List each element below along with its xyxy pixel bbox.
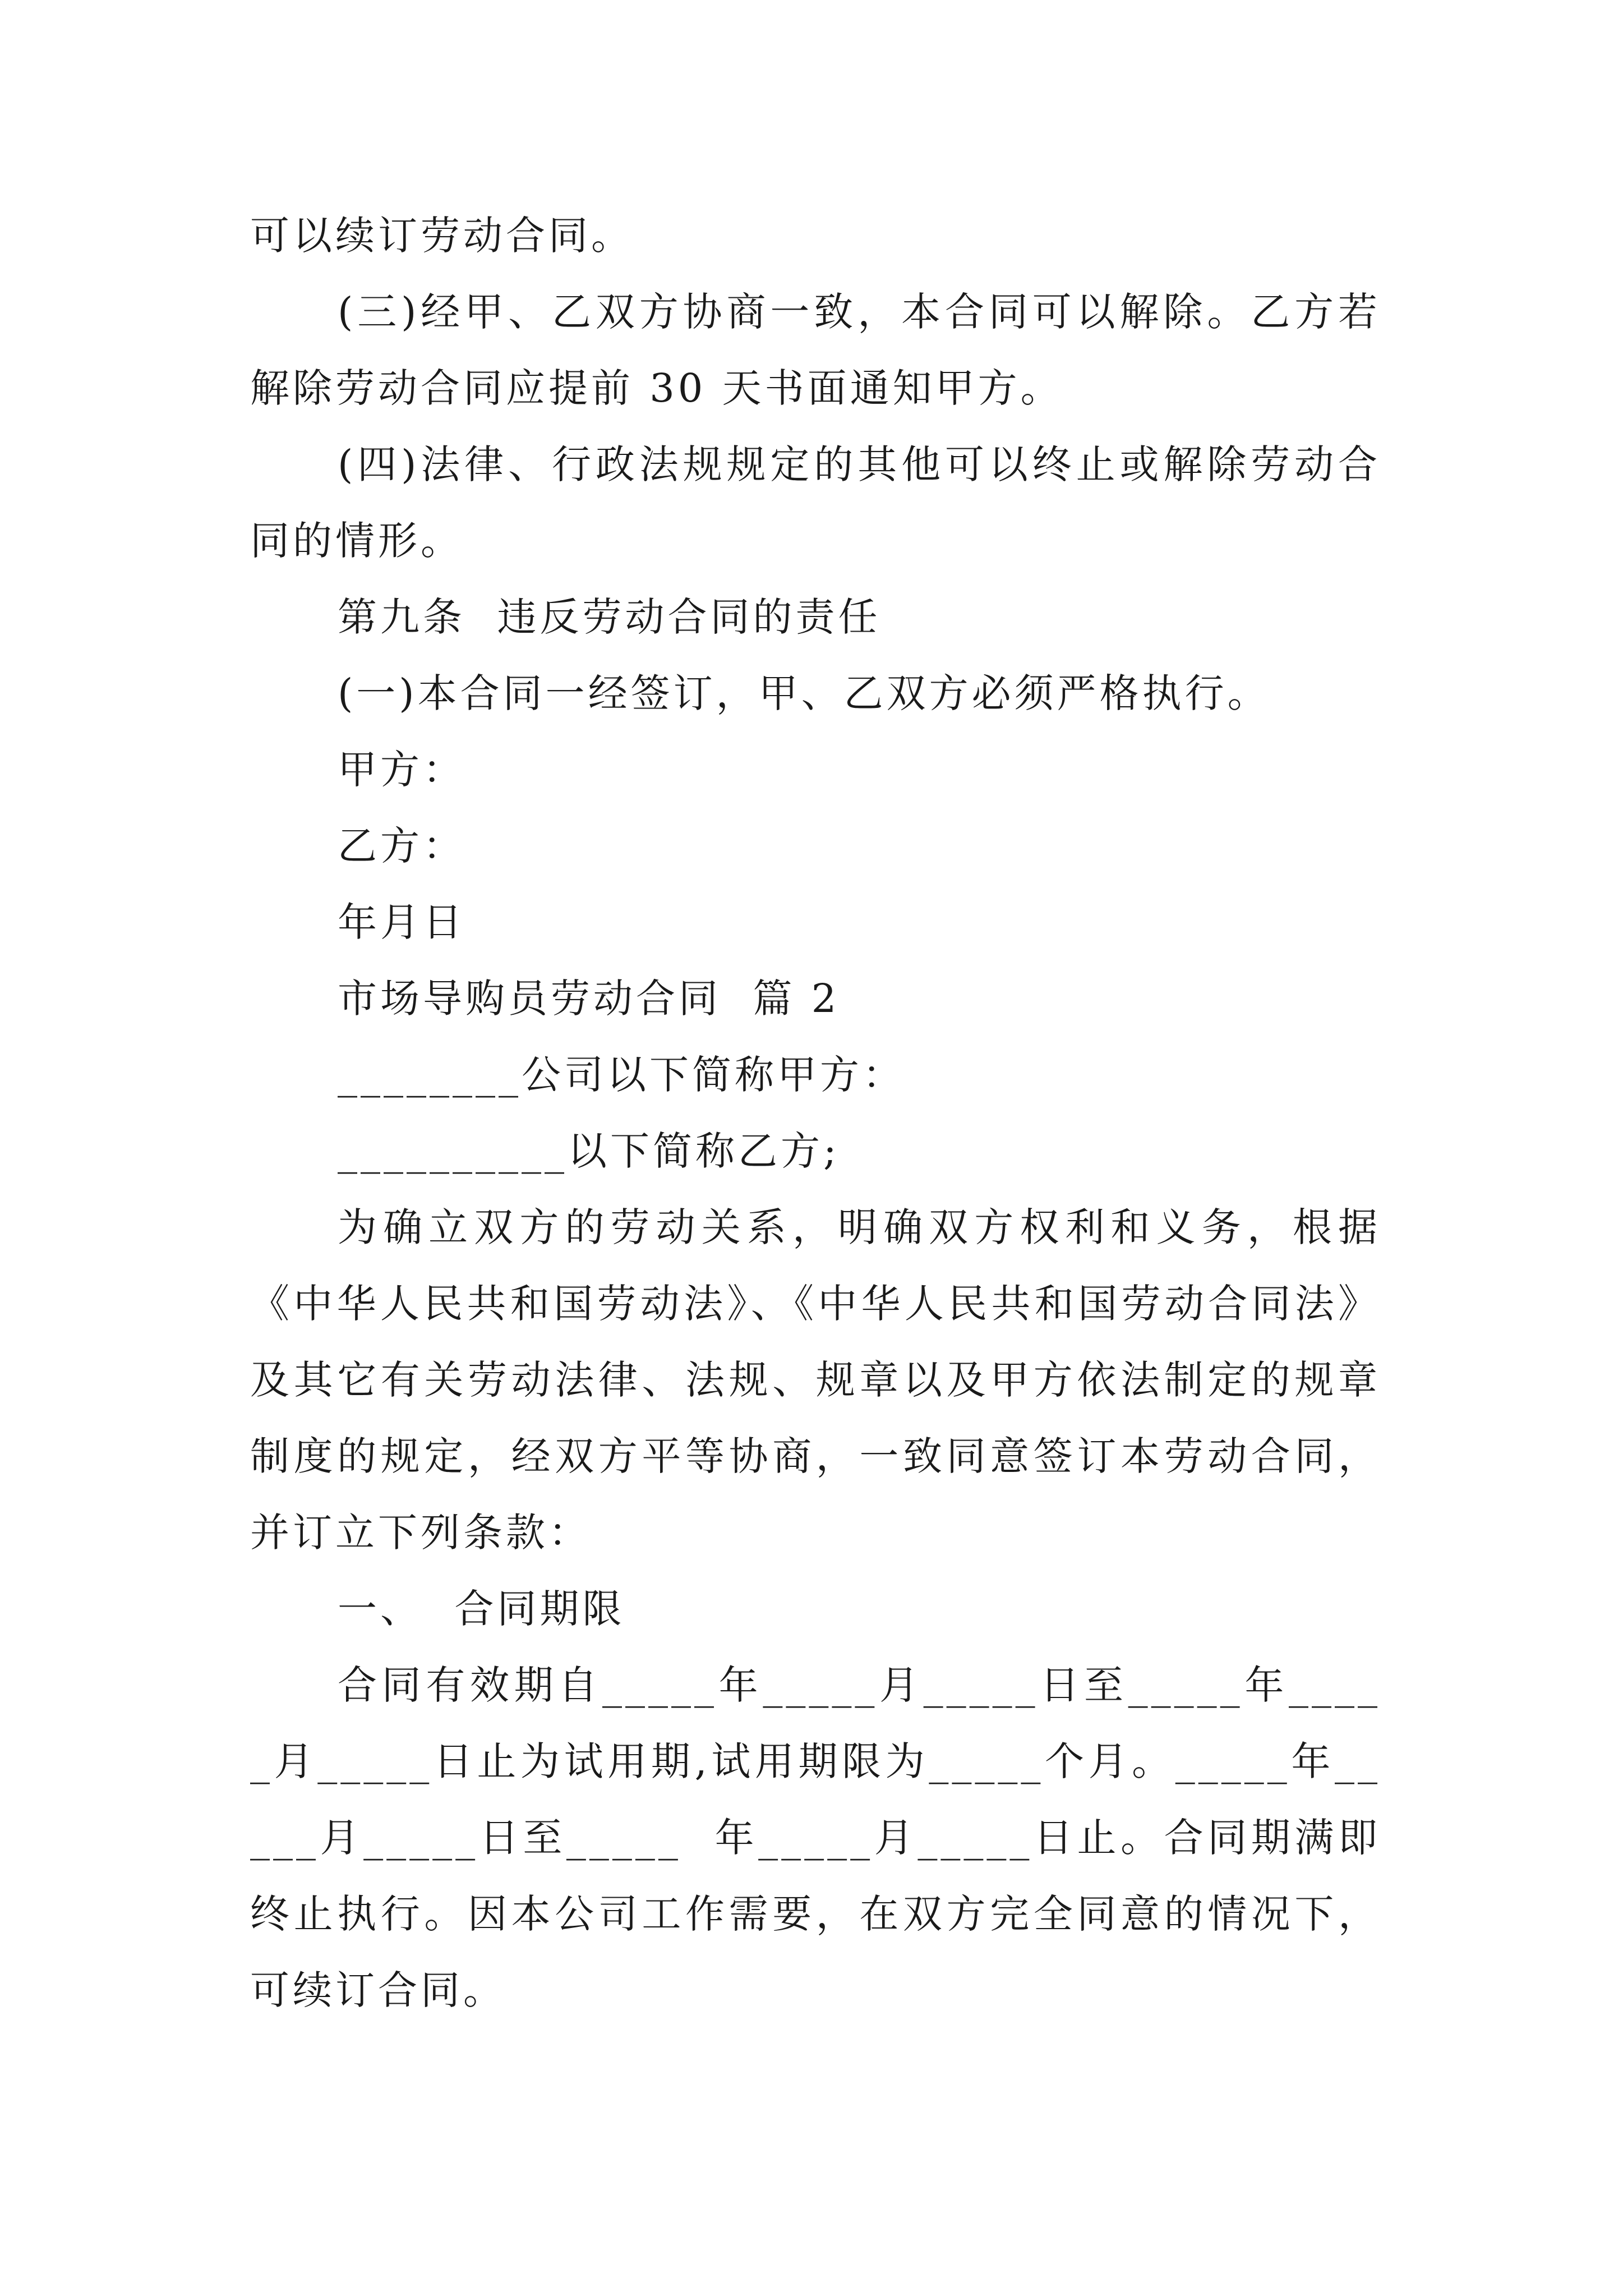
- document-body: [250, 197, 1381, 2028]
- contract-term-paragraph: 合同有效期自_____年_____月_____日至_____年_____月_____日止为试用期,试用期限为_____个月。_____年_____月_____日至_____ 年_____月_____日止。合同期满即终止执行。因本公司工作需要，在双方完全同意的情况下，可续订合同。: [250, 1662, 1381, 2013]
- date-line: 年月日: [338, 899, 465, 945]
- section-title: 市场导购员劳动合同 篇 2: [338, 976, 840, 1022]
- contract-term-heading: 一、 合同期限: [338, 1586, 625, 1632]
- party-b-intro: __________以下简称乙方;: [338, 1128, 840, 1174]
- party-a-signature-line: 甲方：: [338, 747, 465, 793]
- paragraph-article-9-clause-1: (一)本合同一经签订，甲、乙双方必须严格执行。: [338, 670, 1270, 716]
- article-9-heading: 第九条 违反劳动合同的责任: [338, 594, 881, 640]
- paragraph-continuation: 可以续订劳动合同。: [250, 213, 634, 259]
- paragraph-clause-3: (三)经甲、乙双方协商一致，本合同可以解除。乙方若解除劳动合同应提前 30 天书面通知甲方。: [250, 289, 1381, 411]
- preamble-paragraph: 为确立双方的劳动关系，明确双方权利和义务，根据《中华人民共和国劳动法》、《中华人民共和国劳动合同法》及其它有关劳动法律、法规、规章以及甲方依法制定的规章制度的规定，经双方平等协商，一致同意签订本劳动合同，并订立下列条款：: [250, 1204, 1381, 1556]
- party-b-signature-line: 乙方：: [338, 823, 465, 869]
- party-a-intro: ________公司以下简称甲方：: [338, 1052, 905, 1098]
- paragraph-clause-4: (四)法律、行政法规规定的其他可以终止或解除劳动合同的情形。: [250, 441, 1381, 564]
